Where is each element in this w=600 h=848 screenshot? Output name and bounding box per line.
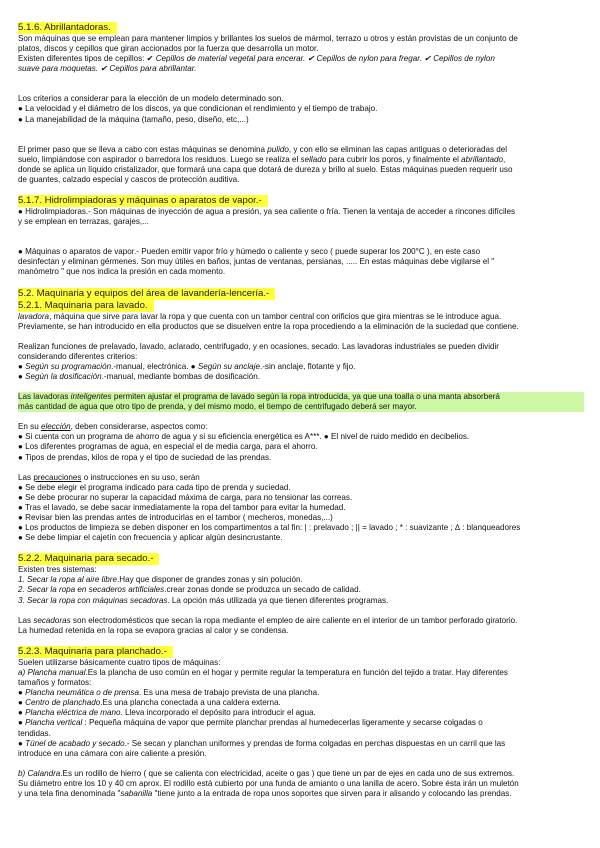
text-span: .Hay que disponer de grandes zonas y sin polución. xyxy=(116,575,303,585)
text-line: introduce en una cámara con aire caliente a presión. xyxy=(18,748,207,758)
section-planchado xyxy=(18,646,584,799)
text-span: pulido xyxy=(267,144,289,154)
text-line: tamaños y formatos: xyxy=(18,678,92,688)
text-line: ● Los productos de limpieza se deben disponer en los compartimentos a tal fin: | : prelavado ; || = lavado ; * : suavizante ; ∆ : blanqueadores xyxy=(18,523,521,533)
document-page xyxy=(18,22,584,799)
text-span: .- Se secan y planchan uniformes y prendas de forma colgadas en perchas dispuestas en un carril que las xyxy=(124,738,506,748)
text-span: 3. Secar la ropa con máquinas secadoras xyxy=(18,595,168,605)
text-span: precauciones xyxy=(33,472,82,482)
text-line: ● Hidrolimpiadoras.- Son máquinas de inyección de agua a presión, ya sea caliente o fría. Tienen la ventaja de acceder a rincones difíciles xyxy=(18,207,516,217)
text-span: Según su programación xyxy=(25,361,112,371)
text-line xyxy=(18,422,584,432)
text-line xyxy=(18,698,584,708)
text-span: Plancha neumática o de prensa xyxy=(25,688,139,698)
text-span: sabanilla xyxy=(120,788,153,798)
text-span: permiten ajustar el programa de lavado según la ropa introducida, ya que una toalla o una manta absorberá xyxy=(111,392,500,402)
section-abrillantadoras xyxy=(18,22,584,185)
text-line xyxy=(18,718,584,728)
text-span: Centro de planchado xyxy=(25,698,101,708)
text-span: : Pequeña máquina de vapor que permite planchar prendas al humedecerlas ligeramente y secarse colgadas o xyxy=(82,718,483,728)
text-span: Cepillos de material vegetal para encerar. ✔ Cepillos de nylon para fregar. ✔ Cepillos de nylon xyxy=(155,54,495,64)
text-span: suelo, limpiándose con aspirador o barredora los residuos. Luego se realiza el xyxy=(18,154,301,164)
text-line: ● Máquinas o aparatos de vapor.- Pueden emitir vapor frío y húmedo o caliente y seco ( puede superar los 200°C ), en este caso xyxy=(18,247,481,257)
text-line: donde se aplica un líquido cristalizador, que formará una capa que dotará de dureza y brillo al suelo. Estas máquinas pueden requerir uso xyxy=(18,164,513,174)
text-line xyxy=(18,789,584,799)
text-line: Suelen utilizarse básicamente cuatro tipos de máquinas: xyxy=(18,657,221,667)
text-span: Según su anclaje xyxy=(197,361,260,371)
text-span: ● xyxy=(18,361,26,371)
text-span: b) Calandra xyxy=(18,768,61,778)
text-line: desinfectan y eliminan gérmenes. Son muy útiles en baños, juntas de ventanas, persianas, ..... En estas máquinas debe vigilarse el " xyxy=(18,257,495,267)
text-line: ● La manejabilidad de la máquina (tamaño, peso, diseño, etc,...) xyxy=(18,114,249,124)
highlighted-paragraph xyxy=(18,392,584,412)
text-span: a) Plancha manual xyxy=(18,667,86,677)
text-span: ● xyxy=(18,718,26,728)
text-line xyxy=(18,668,584,678)
section-title: 5.1.7. Hidrolimpiadoras y máquinas o aparatos de vapor.- xyxy=(18,195,268,207)
text-line xyxy=(18,616,584,626)
text-span: son electrodomésticos que secan la ropa mediante el empleo de aire caliente en el interior de un tambor perforado giratorio. xyxy=(70,615,518,625)
text-span: ● xyxy=(18,708,26,718)
text-span: ● xyxy=(18,738,26,748)
text-span: .-sin anclaje, flotante y fijo. xyxy=(259,361,356,371)
section-title: 5.2. Maquinaria y equipos del área de lavandería-lencería.- xyxy=(18,288,275,300)
text-line: platos, discos y cepillos que giran accionados por la fuerza que desarrolla un motor. xyxy=(18,44,319,54)
text-line: Previamente, se han introducido en ella productos que se disuelven entre la ropa procediendo a la eliminación de la suciedad que contiene. xyxy=(18,321,519,331)
text-span: Las xyxy=(18,615,34,625)
section-hidrolimpiadoras xyxy=(18,195,584,277)
text-span: , máquina que sirve para lavar la ropa y que cuenta con un tambor central con orificios que gira mientras se le introduce agua. xyxy=(49,311,502,321)
text-span: Las xyxy=(18,472,34,482)
text-line xyxy=(18,769,584,779)
text-span: ● xyxy=(18,698,26,708)
text-line: y se emplean en terrazas, garajes,... xyxy=(18,217,149,227)
text-line: ● La velocidad y el diámetro de los discos, ya que condicionan el rendimiento y el tiempo de trabajo. xyxy=(18,104,378,114)
text-line: ● Si cuenta con un programa de ahorro de agua y si su eficiencia energética es A***. ● El nivel de ruido medido en decibelios. xyxy=(18,432,470,442)
text-line: más cantidad de agua que otro tipo de prenda, y del mismo modo, el tiempo de centrifugado deberá ser mayor. xyxy=(18,402,417,412)
text-line: La humedad retenida en la ropa se evapora gracias al calor y se condensa. xyxy=(18,625,289,635)
text-line xyxy=(18,585,584,595)
text-span: Plancha vertical xyxy=(25,718,83,728)
text-line xyxy=(18,575,584,585)
text-span: En su xyxy=(18,422,41,432)
text-span: Según la dosificación xyxy=(25,371,102,381)
text-line: ● Se debe elegir el programa indicado para cada tipo de prenda y suciedad. xyxy=(18,482,291,492)
text-line: Realizan funciones de prelavado, lavado, aclarado, centrifugado, y en ocasiones, secado. Las lavadoras industriales se pueden dividir xyxy=(18,341,499,351)
text-line: Los criterios a considerar para la elección de un modelo determinado son. xyxy=(18,94,284,104)
text-span: 2. Secar la ropa en secaderos artificiales xyxy=(18,585,165,595)
section-secado xyxy=(18,553,584,636)
text-span: "tiene junto a la entrada de ropa unos soportes que sirven para ir alisando y colocando las prendas. xyxy=(152,788,512,798)
text-span: Plancha eléctrica de mano xyxy=(25,708,121,718)
text-span: .-manual, electrónica. ● xyxy=(111,361,198,371)
text-span: , xyxy=(503,154,506,164)
text-line: ● Se debe procurar no superar la capacidad máxima de carga, para no tensionar las correas. xyxy=(18,492,353,502)
text-span: Las lavadoras xyxy=(18,392,71,402)
text-span: abrillantado xyxy=(461,154,504,164)
text-span: y una tela fina denominada " xyxy=(18,788,121,798)
text-line: Su diámetro entre los 10 y 40 cm aprox. El rodillo está cubierto por una funda de amianto o una lanilla de acero. Sobre ésta irán un muletón xyxy=(18,778,519,788)
text-line: Existen tres sistemas: xyxy=(18,565,97,575)
subsection-title: 5.2.2. Maquinaria para secado.- xyxy=(18,553,159,565)
text-span: . Lleva incorporado el depósito para introducir el agua. xyxy=(120,708,316,718)
text-span: . La opción más utilizada ya que tienen diferentes programas. xyxy=(167,595,389,605)
text-span: 1. Secar la ropa al aire libre xyxy=(18,575,117,585)
text-span: Túnel de acabado y secado xyxy=(25,738,125,748)
text-span: .crear zonas donde se produzca un secado de calidad. xyxy=(164,585,361,595)
text-span: .Es un rodillo de hierro ( que se calienta con electricidad, aceite o gas ) que tiene un par de ejes en cada uno de sus extremos. xyxy=(60,768,515,778)
text-line: de guantes, calzado especial y cascos de protección auditiva. xyxy=(18,174,240,184)
text-span: elección xyxy=(40,422,71,432)
text-line: tendidas. xyxy=(18,728,51,738)
text-line: ● Tras el lavado, se debe sacar inmediatamente la ropa del tambor para evitar la humedad. xyxy=(18,502,346,512)
text-span: , y con ello se eliminan las capas antiguas o deterioradas del xyxy=(288,144,508,154)
text-line xyxy=(18,372,584,382)
text-span: .-manual, mediante bombas de dosificación. xyxy=(101,371,261,381)
text-span: .Es una plancha conectada a una caldera externa. xyxy=(100,698,281,708)
text-line xyxy=(18,473,584,483)
subsection-title: 5.2.1. Maquinaria para lavado. xyxy=(18,300,154,312)
text-line: ● Tipos de prendas, kilos de ropa y el tipo de suciedad de las prendas. xyxy=(18,452,272,462)
text-span: , deben considerarse, aspectos como: xyxy=(70,422,208,432)
text-line: ● Los diferentes programas de agua, en especial el de media carga, para el ahorro. xyxy=(18,442,318,452)
text-span: Existen diferentes tipos de cepillos: ✔ xyxy=(18,54,156,64)
text-line xyxy=(18,54,584,64)
text-span: o instrucciones en su uso, serán xyxy=(81,472,200,482)
text-line: considerando diferentes criterios: xyxy=(18,351,138,361)
text-line: suave para moquetas. ✔ Cepillos para abrillantar. xyxy=(18,64,197,74)
text-span: ● xyxy=(18,371,26,381)
text-line xyxy=(18,312,584,322)
text-span: inteligentes xyxy=(70,392,112,402)
text-span: lavadora xyxy=(18,311,50,321)
text-line xyxy=(18,362,584,372)
text-line xyxy=(18,739,584,749)
text-line xyxy=(18,708,584,718)
text-line: manómetro " que nos indica la presión en cada momento. xyxy=(18,267,226,277)
text-line: ● Se debe limpiar el cajetín con frecuencia y aplicar algún desincrustante. xyxy=(18,533,283,543)
text-line: ● Revisar bien las prendas antes de introducirlas en el tambor ( mecheros, monedas,...) xyxy=(18,513,333,522)
text-span: sellado xyxy=(300,154,327,164)
subsection-title: 5.2.3. Maquinaria para planchado.- xyxy=(18,646,173,658)
text-line xyxy=(18,688,584,698)
text-span: .Es la plancha de uso común en el hogar y permite regular la temperatura en función del tejido a tratar. Hay diferentes xyxy=(85,667,508,677)
text-line xyxy=(18,392,584,402)
text-span: El primer paso que se lleva a cabo con estas máquinas se denomina xyxy=(18,144,268,154)
text-line: Son máquinas que se emplean para mantener limpios y brillantes los suelos de mármol, terrazo u otros y están provistas de un conjunto de xyxy=(18,34,518,43)
text-line xyxy=(18,596,584,606)
text-span: para cubrir los poros, y finalmente el xyxy=(326,154,462,164)
text-span: secadoras xyxy=(33,615,71,625)
section-lavanderia xyxy=(18,288,584,544)
text-line xyxy=(18,145,584,155)
text-span: . Es una mesa de trabajo prevista de una plancha. xyxy=(138,688,320,698)
text-span: ● xyxy=(18,688,26,698)
section-title: 5.1.6. Abrillantadoras. xyxy=(18,22,117,34)
text-line xyxy=(18,155,584,165)
